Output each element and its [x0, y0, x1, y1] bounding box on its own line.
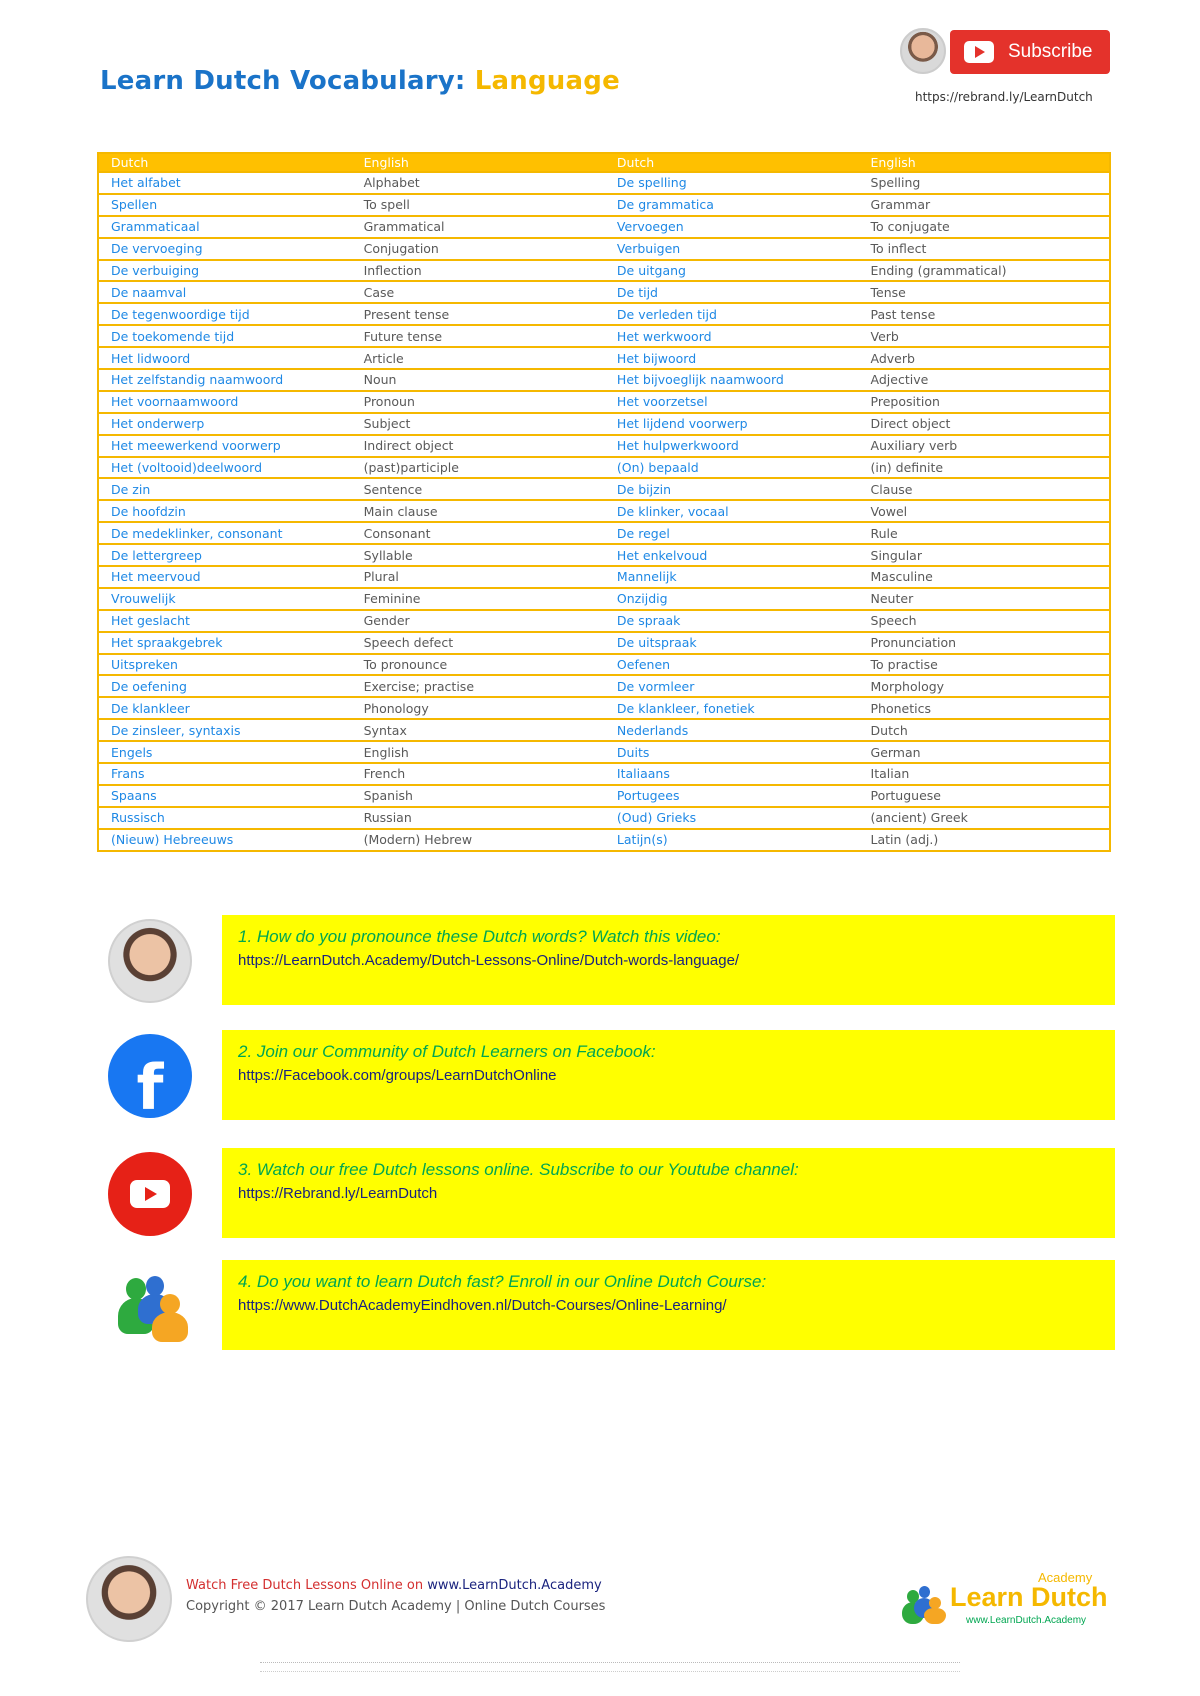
- people-icon: [108, 1264, 192, 1348]
- table-row: [98, 566, 1110, 588]
- english-word-cell: Pronoun: [352, 391, 605, 413]
- english-word-cell: Consonant: [352, 522, 605, 544]
- subscribe-button[interactable]: [950, 30, 1110, 74]
- english-word-cell: Gender: [352, 610, 605, 632]
- logo-academy-text: Academy: [1038, 1570, 1093, 1585]
- header-english-2: English: [859, 153, 1110, 172]
- english-word-cell: Syllable: [352, 544, 605, 566]
- promo-box: [222, 1260, 1115, 1350]
- footer-text: [186, 1578, 605, 1614]
- dutch-word-cell: De klankleer, fonetiek: [605, 697, 859, 719]
- dutch-word-cell: Spaans: [98, 785, 352, 807]
- dutch-word-cell: Het hulpwerkwoord: [605, 435, 859, 457]
- footer-copyright: Copyright © 2017 Learn Dutch Academy | Online Dutch Courses: [186, 1599, 606, 1614]
- english-word-cell: Speech defect: [352, 632, 605, 654]
- promo-youtube: [100, 1148, 1115, 1240]
- english-word-cell: (in) definite: [859, 457, 1110, 479]
- footer-line-1-prefix: Watch Free Dutch Lessons Online on: [186, 1578, 424, 1593]
- dutch-word-cell: De bijzin: [605, 478, 859, 500]
- promo-text: 3. Watch our free Dutch lessons online. Subscribe to our Youtube channel:: [238, 1160, 799, 1179]
- dutch-word-cell: Frans: [98, 763, 352, 785]
- english-word-cell: Portuguese: [859, 785, 1110, 807]
- english-word-cell: German: [859, 741, 1110, 763]
- title-part-1: Learn Dutch Vocabulary:: [100, 66, 466, 96]
- dutch-word-cell: (Oud) Grieks: [605, 807, 859, 829]
- table-row: [98, 413, 1110, 435]
- dutch-word-cell: Spellen: [98, 194, 352, 216]
- english-word-cell: (past)participle: [352, 457, 605, 479]
- table-row: [98, 807, 1110, 829]
- english-word-cell: Rule: [859, 522, 1110, 544]
- dutch-word-cell: Het spraakgebrek: [98, 632, 352, 654]
- table-row: [98, 741, 1110, 763]
- english-word-cell: Speech: [859, 610, 1110, 632]
- english-word-cell: Preposition: [859, 391, 1110, 413]
- table-row: [98, 719, 1110, 741]
- english-word-cell: Article: [352, 347, 605, 369]
- english-word-cell: To spell: [352, 194, 605, 216]
- promo-text: 4. Do you want to learn Dutch fast? Enroll in our Online Dutch Course:: [238, 1272, 767, 1291]
- dutch-word-cell: (Nieuw) Hebreeuws: [98, 829, 352, 851]
- fine-print-line: [260, 1662, 960, 1672]
- dutch-word-cell: De tijd: [605, 281, 859, 303]
- table-header-row: [98, 153, 1110, 172]
- english-word-cell: Neuter: [859, 588, 1110, 610]
- footer-line-1: [186, 1578, 605, 1593]
- promo-text: 2. Join our Community of Dutch Learners on Facebook:: [238, 1042, 656, 1061]
- english-word-cell: Vowel: [859, 500, 1110, 522]
- dutch-word-cell: De tegenwoordige tijd: [98, 303, 352, 325]
- english-word-cell: Present tense: [352, 303, 605, 325]
- dutch-word-cell: De spelling: [605, 172, 859, 194]
- english-word-cell: Exercise; practise: [352, 675, 605, 697]
- logo-url-text: www.LearnDutch.Academy: [966, 1615, 1087, 1626]
- dutch-word-cell: Verbuigen: [605, 238, 859, 260]
- table-row: [98, 478, 1110, 500]
- english-word-cell: Italian: [859, 763, 1110, 785]
- promo-video: [100, 915, 1115, 1007]
- english-word-cell: Tense: [859, 281, 1110, 303]
- english-word-cell: Adjective: [859, 369, 1110, 391]
- dutch-word-cell: De lettergreep: [98, 544, 352, 566]
- dutch-word-cell: Onzijdig: [605, 588, 859, 610]
- dutch-word-cell: De toekomende tijd: [98, 325, 352, 347]
- dutch-word-cell: Het meewerkend voorwerp: [98, 435, 352, 457]
- english-word-cell: Indirect object: [352, 435, 605, 457]
- table-row: [98, 829, 1110, 851]
- dutch-word-cell: Het zelfstandig naamwoord: [98, 369, 352, 391]
- table-row: [98, 369, 1110, 391]
- table-row: [98, 194, 1110, 216]
- english-word-cell: Pronunciation: [859, 632, 1110, 654]
- english-word-cell: Grammatical: [352, 216, 605, 238]
- table-row: [98, 522, 1110, 544]
- logo-people-icon: [900, 1582, 948, 1624]
- table-row: [98, 632, 1110, 654]
- promo-link[interactable]: https://LearnDutch.Academy/Dutch-Lessons-Online/Dutch-words-language/: [238, 952, 740, 969]
- table-row: [98, 435, 1110, 457]
- english-word-cell: English: [352, 741, 605, 763]
- english-word-cell: Grammar: [859, 194, 1110, 216]
- dutch-word-cell: De klankleer: [98, 697, 352, 719]
- avatar: [900, 28, 946, 74]
- dutch-word-cell: De verleden tijd: [605, 303, 859, 325]
- english-word-cell: Auxiliary verb: [859, 435, 1110, 457]
- english-word-cell: Subject: [352, 413, 605, 435]
- dutch-word-cell: Het voornaamwoord: [98, 391, 352, 413]
- english-word-cell: Dutch: [859, 719, 1110, 741]
- english-word-cell: Sentence: [352, 478, 605, 500]
- promo-link[interactable]: https://Rebrand.ly/LearnDutch: [238, 1185, 438, 1202]
- english-word-cell: Case: [352, 281, 605, 303]
- english-word-cell: Conjugation: [352, 238, 605, 260]
- dutch-word-cell: Russisch: [98, 807, 352, 829]
- dutch-word-cell: Uitspreken: [98, 654, 352, 676]
- title-part-2: Language: [474, 66, 620, 96]
- table-row: [98, 325, 1110, 347]
- english-word-cell: Masculine: [859, 566, 1110, 588]
- table-row: [98, 457, 1110, 479]
- dutch-word-cell: De regel: [605, 522, 859, 544]
- dutch-word-cell: Het voorzetsel: [605, 391, 859, 413]
- english-word-cell: To pronounce: [352, 654, 605, 676]
- table-row: [98, 281, 1110, 303]
- english-word-cell: To conjugate: [859, 216, 1110, 238]
- english-word-cell: Plural: [352, 566, 605, 588]
- english-word-cell: Spelling: [859, 172, 1110, 194]
- dutch-word-cell: Het geslacht: [98, 610, 352, 632]
- promo-text: 1. How do you pronounce these Dutch words? Watch this video:: [238, 927, 721, 946]
- dutch-word-cell: Grammaticaal: [98, 216, 352, 238]
- teacher-avatar-icon: [108, 919, 192, 1003]
- table-row: [98, 172, 1110, 194]
- footer-website-link[interactable]: www.LearnDutch.Academy: [427, 1578, 602, 1593]
- dutch-word-cell: Portugees: [605, 785, 859, 807]
- promo-link[interactable]: https://Facebook.com/groups/LearnDutchOnline: [238, 1067, 557, 1084]
- english-word-cell: Ending (grammatical): [859, 260, 1110, 282]
- dutch-word-cell: De verbuiging: [98, 260, 352, 282]
- learn-dutch-logo: [900, 1570, 1110, 1630]
- dutch-word-cell: Het lidwoord: [98, 347, 352, 369]
- table-row: [98, 500, 1110, 522]
- english-word-cell: Syntax: [352, 719, 605, 741]
- english-word-cell: Alphabet: [352, 172, 605, 194]
- dutch-word-cell: Duits: [605, 741, 859, 763]
- dutch-word-cell: De vormleer: [605, 675, 859, 697]
- dutch-word-cell: Het werkwoord: [605, 325, 859, 347]
- dutch-word-cell: Het bijwoord: [605, 347, 859, 369]
- promo-box: [222, 1148, 1115, 1238]
- dutch-word-cell: De grammatica: [605, 194, 859, 216]
- dutch-word-cell: Vrouwelijk: [98, 588, 352, 610]
- header-english-1: English: [352, 153, 605, 172]
- dutch-word-cell: De vervoeging: [98, 238, 352, 260]
- dutch-word-cell: De klinker, vocaal: [605, 500, 859, 522]
- dutch-word-cell: De medeklinker, consonant: [98, 522, 352, 544]
- english-word-cell: Future tense: [352, 325, 605, 347]
- english-word-cell: Clause: [859, 478, 1110, 500]
- dutch-word-cell: De uitgang: [605, 260, 859, 282]
- table-row: [98, 238, 1110, 260]
- vocabulary-table: [97, 152, 1111, 852]
- english-word-cell: Latin (adj.): [859, 829, 1110, 851]
- footer-avatar: [86, 1556, 172, 1642]
- english-word-cell: Verb: [859, 325, 1110, 347]
- dutch-word-cell: Het (voltooid)deelwoord: [98, 457, 352, 479]
- english-word-cell: Main clause: [352, 500, 605, 522]
- table-row: [98, 303, 1110, 325]
- dutch-word-cell: Engels: [98, 741, 352, 763]
- table-row: [98, 675, 1110, 697]
- table-row: [98, 785, 1110, 807]
- facebook-icon: f: [108, 1034, 192, 1118]
- english-word-cell: Morphology: [859, 675, 1110, 697]
- dutch-word-cell: Nederlands: [605, 719, 859, 741]
- english-word-cell: Direct object: [859, 413, 1110, 435]
- table-row: [98, 588, 1110, 610]
- table-row: [98, 544, 1110, 566]
- dutch-word-cell: Latijn(s): [605, 829, 859, 851]
- english-word-cell: Feminine: [352, 588, 605, 610]
- english-word-cell: French: [352, 763, 605, 785]
- table-row: [98, 347, 1110, 369]
- dutch-word-cell: De zinsleer, syntaxis: [98, 719, 352, 741]
- dutch-word-cell: Het bijvoeglijk naamwoord: [605, 369, 859, 391]
- promo-box: [222, 1030, 1115, 1120]
- youtube-icon: [108, 1152, 192, 1236]
- table-row: [98, 391, 1110, 413]
- subscribe-label: Subscribe: [1008, 41, 1093, 62]
- dutch-word-cell: Vervoegen: [605, 216, 859, 238]
- english-word-cell: Spanish: [352, 785, 605, 807]
- dutch-word-cell: Mannelijk: [605, 566, 859, 588]
- table-row: [98, 610, 1110, 632]
- dutch-word-cell: (On) bepaald: [605, 457, 859, 479]
- table-row: [98, 654, 1110, 676]
- english-word-cell: Phonetics: [859, 697, 1110, 719]
- header-dutch-2: Dutch: [605, 153, 859, 172]
- promo-course: [100, 1260, 1115, 1352]
- dutch-word-cell: Het onderwerp: [98, 413, 352, 435]
- english-word-cell: To practise: [859, 654, 1110, 676]
- english-word-cell: To inflect: [859, 238, 1110, 260]
- english-word-cell: Phonology: [352, 697, 605, 719]
- table-row: [98, 260, 1110, 282]
- english-word-cell: Singular: [859, 544, 1110, 566]
- table-row: [98, 763, 1110, 785]
- dutch-word-cell: Het meervoud: [98, 566, 352, 588]
- page-title: [100, 66, 620, 96]
- promo-link[interactable]: https://www.DutchAcademyEindhoven.nl/Dutch-Courses/Online-Learning/: [238, 1297, 727, 1314]
- dutch-word-cell: De zin: [98, 478, 352, 500]
- dutch-word-cell: De hoofdzin: [98, 500, 352, 522]
- logo-name-text: Learn Dutch: [950, 1582, 1108, 1612]
- dutch-word-cell: De uitspraak: [605, 632, 859, 654]
- channel-link[interactable]: https://rebrand.ly/LearnDutch: [915, 90, 1093, 104]
- english-word-cell: (ancient) Greek: [859, 807, 1110, 829]
- english-word-cell: Past tense: [859, 303, 1110, 325]
- dutch-word-cell: Het enkelvoud: [605, 544, 859, 566]
- header-dutch-1: Dutch: [98, 153, 352, 172]
- table-row: [98, 697, 1110, 719]
- dutch-word-cell: De naamval: [98, 281, 352, 303]
- dutch-word-cell: Het alfabet: [98, 172, 352, 194]
- dutch-word-cell: De spraak: [605, 610, 859, 632]
- english-word-cell: Inflection: [352, 260, 605, 282]
- promo-box: [222, 915, 1115, 1005]
- table-row: [98, 216, 1110, 238]
- english-word-cell: Russian: [352, 807, 605, 829]
- youtube-play-icon: [964, 41, 994, 63]
- dutch-word-cell: Italiaans: [605, 763, 859, 785]
- dutch-word-cell: Het lijdend voorwerp: [605, 413, 859, 435]
- english-word-cell: Noun: [352, 369, 605, 391]
- english-word-cell: Adverb: [859, 347, 1110, 369]
- dutch-word-cell: Oefenen: [605, 654, 859, 676]
- promo-facebook: [100, 1030, 1115, 1122]
- english-word-cell: (Modern) Hebrew: [352, 829, 605, 851]
- dutch-word-cell: De oefening: [98, 675, 352, 697]
